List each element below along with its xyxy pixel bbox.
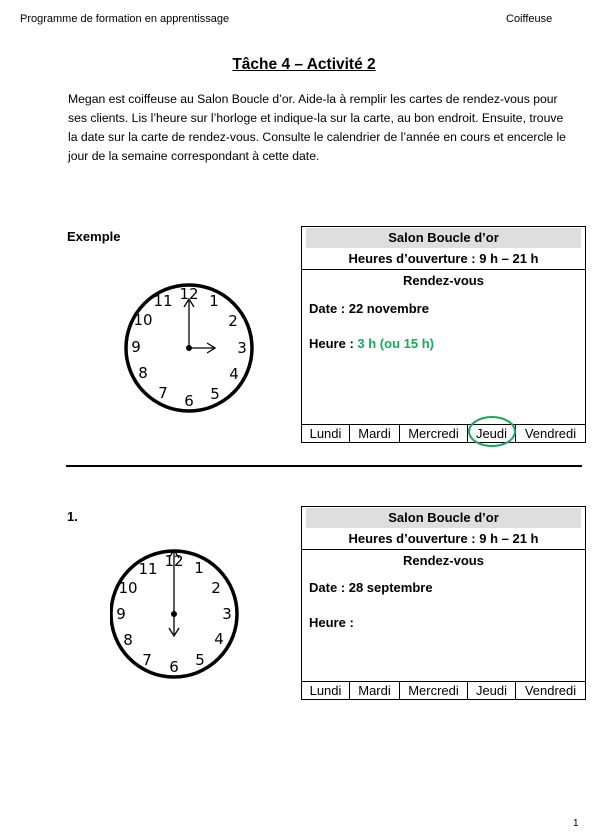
clock-number-8: 8 <box>123 631 133 649</box>
clock-number-12: 12 <box>164 552 184 570</box>
card-opening-hours: Heures d’ouverture : 9 h – 21 h <box>302 528 585 550</box>
weekday-lundi[interactable]: Lundi <box>302 682 350 699</box>
clock-number-11: 11 <box>138 560 158 578</box>
clock-center-dot <box>186 345 192 351</box>
clock-number-1: 1 <box>209 292 219 310</box>
weekday-mercredi[interactable]: Mercredi <box>400 425 468 442</box>
clock-number-5: 5 <box>210 385 220 403</box>
weekday-lundi[interactable]: Lundi <box>302 425 350 442</box>
card-time-label: Heure : <box>309 336 358 351</box>
clock-number-12: 12 <box>179 285 199 303</box>
clock-number-10: 10 <box>118 579 138 597</box>
example-appointment-card <box>301 226 586 443</box>
weekday-jeudi[interactable]: Jeudi <box>468 425 516 442</box>
card-weekday-row <box>302 681 585 699</box>
clock-number-2: 2 <box>228 312 238 330</box>
clock-number-3: 3 <box>237 339 247 357</box>
clock-number-9: 9 <box>116 605 126 623</box>
weekday-mercredi[interactable]: Mercredi <box>400 682 468 699</box>
weekday-vendredi[interactable]: Vendredi <box>524 426 577 441</box>
clock-center-dot <box>171 611 177 617</box>
card-date: Date : 28 septembre <box>309 580 433 595</box>
clock-number-3: 3 <box>222 605 232 623</box>
card-salon-name: Salon Boucle d’or <box>306 508 581 528</box>
header-trade: Coiffeuse <box>506 13 553 25</box>
clock-number-6: 6 <box>184 392 194 410</box>
section-divider <box>66 465 582 467</box>
clock-number-4: 4 <box>229 365 239 383</box>
header-program-title: Programme de formation en apprentissage <box>20 13 230 25</box>
clock-number-7: 7 <box>158 384 168 402</box>
clock-number-5: 5 <box>195 651 205 669</box>
clock-number-1: 1 <box>194 559 204 577</box>
clock-number-11: 11 <box>153 292 173 310</box>
card-rdv-title: Rendez-vous <box>403 273 484 288</box>
exercise-1-clock <box>110 546 244 680</box>
clock-number-9: 9 <box>131 338 141 356</box>
exercise-1-label: 1. <box>67 509 78 524</box>
card-opening-hours: Heures d’ouverture : 9 h – 21 h <box>302 248 585 270</box>
card-weekday-row <box>302 424 585 442</box>
card-time-value: 3 h (ou 15 h) <box>357 336 434 351</box>
clock-number-10: 10 <box>133 311 153 329</box>
example-clock <box>122 281 256 415</box>
clock-number-4: 4 <box>214 630 224 648</box>
weekday-vendredi[interactable]: Vendredi <box>524 683 577 698</box>
circled-day-marker <box>468 416 516 447</box>
clock-number-6: 6 <box>169 658 179 676</box>
instructions-paragraph: Megan est coiffeuse au Salon Boucle d’or. Aide-la à remplir les cartes de rendez-vous pour ses clients. Lis l’heure sur l’horloge et indique-la sur la carte, au bon endroit. Ensuite, trouve la date sur la carte de rendez-vous. Consulte le calendrier de l’année en cours et encercle le jour de la semaine correspondant à cette date. <box>68 92 566 163</box>
example-label: Exemple <box>67 229 121 244</box>
page-title: Tâche 4 – Activité 2 <box>232 56 376 73</box>
page-number: 1 <box>573 818 579 829</box>
exercise-1-appointment-card <box>301 506 586 700</box>
card-salon-name: Salon Boucle d’or <box>306 228 581 248</box>
card-date: Date : 22 novembre <box>309 301 429 316</box>
card-time-label[interactable]: Heure : <box>309 615 354 630</box>
clock-number-7: 7 <box>142 651 152 669</box>
weekday-mardi[interactable]: Mardi <box>350 425 400 442</box>
weekday-jeudi[interactable]: Jeudi <box>468 682 516 699</box>
card-rdv-title: Rendez-vous <box>403 553 484 568</box>
card-time <box>302 336 585 351</box>
weekday-mardi[interactable]: Mardi <box>350 682 400 699</box>
clock-number-2: 2 <box>211 579 221 597</box>
clock-number-8: 8 <box>138 364 148 382</box>
